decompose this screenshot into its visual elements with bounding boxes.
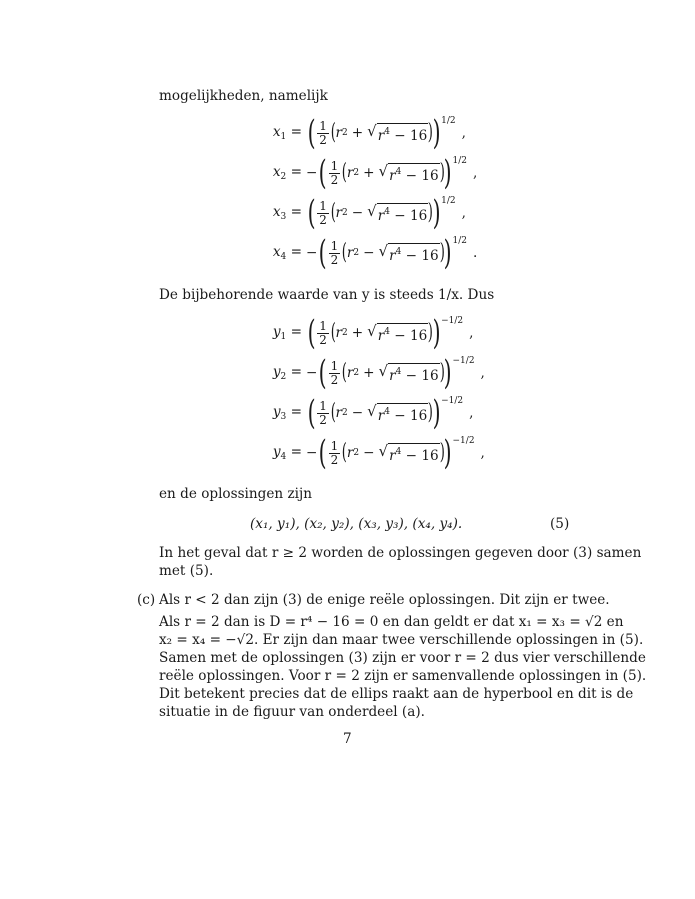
eq-var: x — [272, 124, 281, 140]
eq-exponent: 1/2 — [441, 116, 456, 126]
sqrt-icon: √ $r^4 - 16$ — [367, 401, 428, 424]
half-fraction: $\frac{1}{2}$ — [330, 158, 339, 187]
eq-tail: , — [461, 205, 466, 221]
eq-tail: . — [473, 245, 478, 261]
eq-equals: = — [290, 364, 302, 380]
eq-sign: − — [306, 365, 318, 381]
eq-equals: = — [290, 124, 302, 140]
eq-equals: = — [290, 164, 302, 180]
inner-right-paren-icon: ) — [439, 440, 445, 465]
eq-var: x — [272, 244, 281, 260]
right-paren-icon: ) — [432, 393, 441, 433]
equation-row: $y_2$ = − ( $\frac{1}{2}$ ( r 2 + √ $r^4 - 16$ ) ) −1/2 , — [272, 353, 485, 393]
inner-left-paren-icon: ( — [342, 240, 348, 265]
item-line: Als r < 2 dan zijn (3) de enige reële oplossingen. Dit zijn er twee. — [159, 592, 610, 608]
equation-row: $y_3$ = ( $\frac{1}{2}$ ( r 2 − √ $r^4 - 16$ ) ) −1/2 , — [272, 393, 474, 433]
eq-sub: 2 — [280, 172, 287, 182]
equation-number: (5) — [550, 516, 570, 532]
right-paren-icon: ) — [432, 193, 441, 233]
eq-tail: , — [473, 165, 478, 181]
right-paren-icon: ) — [443, 153, 452, 193]
eq-exponent: −1/2 — [441, 396, 464, 406]
intro-text: mogelijkheden, namelijk — [159, 88, 328, 104]
inner-left-paren-icon: ( — [342, 160, 348, 185]
sqrt-icon: √ $r^4 - 16$ — [367, 121, 428, 144]
eq-sub: 2 — [280, 372, 287, 382]
eq-exponent: 1/2 — [452, 156, 467, 166]
half-fraction: $\frac{1}{2}$ — [319, 398, 327, 427]
eq-sub: 3 — [280, 212, 287, 222]
left-paren-icon: ( — [307, 193, 316, 233]
sqrt-icon: √ $r^4 - 16$ — [378, 241, 439, 264]
eq-exponent: 1/2 — [441, 196, 456, 206]
sqrt-icon: √ $r^4 - 16$ — [367, 321, 428, 344]
eq-equals: = — [290, 444, 302, 460]
inner-left-paren-icon: ( — [330, 320, 336, 345]
equation-row: $x_3$ = ( $\frac{1}{2}$ ( r 2 − √ $r^4 - 16$ ) ) 1/2 , — [272, 193, 466, 233]
eq-equals: = — [290, 404, 302, 420]
eq-sub: 4 — [280, 452, 287, 462]
eq-var: y — [272, 404, 281, 420]
eq-sub: 1 — [280, 132, 287, 142]
eq-sign: − — [306, 245, 318, 261]
inner-left-paren-icon: ( — [342, 360, 348, 385]
inner-left-paren-icon: ( — [330, 400, 336, 425]
eq-sign: − — [306, 445, 318, 461]
eq-op: − — [363, 245, 375, 261]
inner-right-paren-icon: ) — [427, 200, 434, 225]
eq-op: + — [351, 125, 364, 141]
eq-op: + — [363, 365, 375, 381]
equation-row: $y_4$ = − ( $\frac{1}{2}$ ( r 2 − √ $r^4 - 16$ ) ) −1/2 , — [272, 433, 485, 473]
eq-tail: , — [480, 365, 485, 381]
right-paren-icon: ) — [443, 353, 452, 393]
eq-var: y — [272, 324, 281, 340]
eq-var: y — [272, 364, 281, 380]
half-fraction: $\frac{1}{2}$ — [319, 118, 327, 147]
eq-op: − — [351, 405, 364, 421]
inner-right-paren-icon: ) — [427, 120, 434, 145]
eq-sign: − — [306, 165, 318, 181]
left-paren-icon: ( — [307, 113, 316, 153]
eq-exponent: −1/2 — [452, 356, 475, 366]
case-line-1: In het geval dat r ≥ 2 worden de oplossingen gegeven door (3) samen — [159, 545, 642, 561]
left-paren-icon: ( — [319, 433, 328, 473]
item-line: Als r = 2 dan is D = r⁴ − 16 = 0 en dan geldt er dat x₁ = x₃ = √2 en — [159, 614, 624, 630]
sqrt-icon: √ $r^4 - 16$ — [378, 441, 439, 464]
item-label: (c) — [137, 592, 156, 608]
eq-op: + — [351, 325, 364, 341]
inner-right-paren-icon: ) — [427, 400, 434, 425]
eq-var: y — [272, 444, 281, 460]
equation-row: $y_1$ = ( $\frac{1}{2}$ ( r 2 + √ $r^4 - 16$ ) ) −1/2 , — [272, 313, 474, 353]
left-paren-icon: ( — [307, 313, 316, 353]
inner-right-paren-icon: ) — [439, 360, 445, 385]
inner-left-paren-icon: ( — [330, 120, 336, 145]
right-paren-icon: ) — [443, 233, 452, 273]
eq-op: + — [363, 165, 375, 181]
eq-sub: 3 — [280, 412, 287, 422]
solutions-intro-text: en de oplossingen zijn — [159, 486, 312, 502]
inner-left-paren-icon: ( — [330, 200, 336, 225]
item-line: Dit betekent precies dat de ellips raakt aan de hyperbool en dit is de — [159, 686, 634, 702]
equation-row: $x_1$ = ( $\frac{1}{2}$ ( r 2 + √ $r^4 - 16$ ) ) 1/2 , — [272, 113, 466, 153]
eq-sub: 4 — [280, 252, 287, 262]
eq-var: x — [272, 164, 281, 180]
eq-equals: = — [290, 324, 302, 340]
eq-exponent: 1/2 — [452, 236, 467, 246]
half-fraction: $\frac{1}{2}$ — [330, 438, 339, 467]
half-fraction: $\frac{1}{2}$ — [319, 198, 327, 227]
eq-op: − — [351, 205, 364, 221]
item-line: x₂ = x₄ = −√2. Er zijn dan maar twee verschillende oplossingen in (5). — [159, 632, 644, 648]
left-paren-icon: ( — [319, 353, 328, 393]
case-line-2: met (5). — [159, 563, 214, 579]
right-paren-icon: ) — [443, 433, 452, 473]
solution-pairs: (x₁, y₁), (x₂, y₂), (x₃, y₃), (x₄, y₄). — [250, 516, 463, 532]
eq-var: x — [272, 204, 281, 220]
half-fraction: $\frac{1}{2}$ — [330, 358, 339, 387]
inner-right-paren-icon: ) — [439, 160, 445, 185]
inner-left-paren-icon: ( — [342, 440, 348, 465]
equation-row: $x_2$ = − ( $\frac{1}{2}$ ( r 2 + √ $r^4 - 16$ ) ) 1/2 , — [272, 153, 478, 193]
inner-right-paren-icon: ) — [427, 320, 434, 345]
eq-op: − — [363, 445, 375, 461]
item-line: Samen met de oplossingen (3) zijn er voor r = 2 dus vier verschillende — [159, 650, 646, 666]
right-paren-icon: ) — [432, 113, 441, 153]
half-fraction: $\frac{1}{2}$ — [330, 238, 339, 267]
page-number: 7 — [343, 731, 352, 747]
item-line: situatie in de figuur van onderdeel (a). — [159, 704, 425, 720]
item-line: reële oplossingen. Voor r = 2 zijn er samenvallende oplossingen in (5). — [159, 668, 647, 684]
eq-tail: , — [469, 325, 474, 341]
left-paren-icon: ( — [307, 393, 316, 433]
eq-equals: = — [290, 204, 302, 220]
eq-exponent: −1/2 — [441, 316, 464, 326]
equation-row: $x_4$ = − ( $\frac{1}{2}$ ( r 2 − √ $r^4 - 16$ ) ) 1/2 . — [272, 233, 478, 273]
y-intro-text: De bijbehorende waarde van y is steeds 1/x. Dus — [159, 287, 495, 303]
eq-exponent: −1/2 — [452, 436, 475, 446]
sqrt-icon: √ $r^4 - 16$ — [378, 361, 439, 384]
right-paren-icon: ) — [432, 313, 441, 353]
eq-equals: = — [290, 244, 302, 260]
eq-tail: , — [469, 405, 474, 421]
inner-right-paren-icon: ) — [439, 240, 445, 265]
eq-sub: 1 — [280, 332, 287, 342]
eq-tail: , — [461, 125, 466, 141]
left-paren-icon: ( — [319, 153, 328, 193]
half-fraction: $\frac{1}{2}$ — [319, 318, 327, 347]
eq-tail: , — [480, 445, 485, 461]
sqrt-icon: √ $r^4 - 16$ — [367, 201, 428, 224]
left-paren-icon: ( — [319, 233, 328, 273]
sqrt-icon: √ $r^4 - 16$ — [378, 161, 439, 184]
